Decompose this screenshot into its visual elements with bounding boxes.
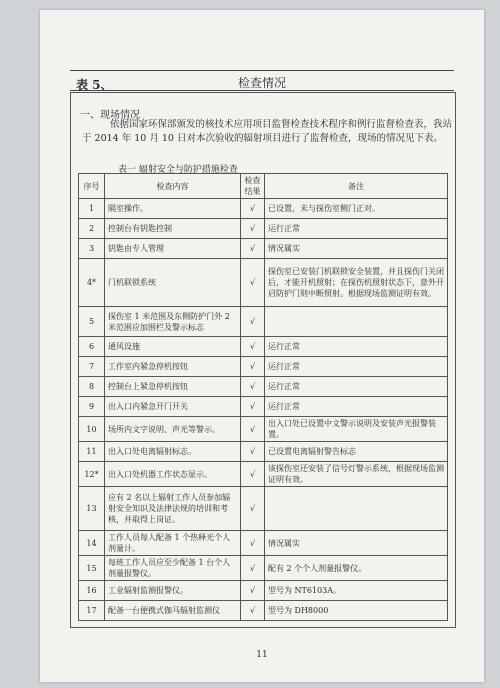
row-item: 隔室操作。 xyxy=(105,199,241,219)
table-row xyxy=(79,377,448,397)
inspection-table xyxy=(78,173,448,621)
row-number: 14 xyxy=(79,531,105,556)
row-note: 该探伤室还安装了信号灯警示系统，根据现场监测证明有效。 xyxy=(265,462,448,487)
row-note: 配有 2 个个人剂量报警仪。 xyxy=(265,556,448,581)
row-number: 17 xyxy=(79,601,105,621)
row-number: 13 xyxy=(79,487,105,531)
table-row xyxy=(79,357,448,377)
header-no: 序号 xyxy=(79,174,105,199)
row-result: √ xyxy=(241,307,265,337)
row-result: √ xyxy=(241,417,265,442)
row-item: 工作人员每人配备 1 个热释光个人剂量计。 xyxy=(105,531,241,556)
row-note: 情况属实 xyxy=(265,531,448,556)
row-result: √ xyxy=(241,397,265,417)
document-page xyxy=(40,10,484,682)
row-note: 运行正常 xyxy=(265,397,448,417)
table-row xyxy=(79,219,448,239)
row-item: 探伤室 1 米范围及东侧防护门外 2 米范围应加围栏及警示标志 xyxy=(105,307,241,337)
header-rule xyxy=(70,90,454,91)
row-number: 16 xyxy=(79,581,105,601)
row-result: √ xyxy=(241,462,265,487)
row-number: 4* xyxy=(79,259,105,307)
table-row xyxy=(79,259,448,307)
row-number: 1 xyxy=(79,199,105,219)
table-row xyxy=(79,487,448,531)
header-item: 检查内容 xyxy=(105,174,241,199)
table-row xyxy=(79,417,448,442)
row-result: √ xyxy=(241,357,265,377)
row-number: 5 xyxy=(79,307,105,337)
row-result: √ xyxy=(241,337,265,357)
page-number: 11 xyxy=(256,650,268,660)
row-item: 工作室内紧急停机按钮 xyxy=(105,357,241,377)
page-title: 检查情况 xyxy=(237,76,286,90)
row-number: 10 xyxy=(79,417,105,442)
row-note: 运行正常 xyxy=(265,377,448,397)
row-note: 已设置，未与探伤室侧门正对。 xyxy=(265,199,448,219)
row-note xyxy=(265,307,448,337)
row-number: 11 xyxy=(79,442,105,462)
row-number: 6 xyxy=(79,337,105,357)
row-note: 情况属实 xyxy=(265,239,448,259)
row-note: 出入口处已设置中文警示说明及安装声光报警装置。 xyxy=(265,417,448,442)
row-result: √ xyxy=(241,199,265,219)
row-item: 通风设施 xyxy=(105,337,241,357)
table-row xyxy=(79,199,448,219)
table-row xyxy=(79,442,448,462)
table-row xyxy=(79,581,448,601)
row-item: 场所内文字说明、声光等警示。 xyxy=(105,417,241,442)
row-note xyxy=(265,487,448,531)
top-rule xyxy=(70,70,454,71)
row-result: √ xyxy=(241,442,265,462)
row-item: 钥匙由专人管理 xyxy=(105,239,241,259)
row-number: 15 xyxy=(79,556,105,581)
section-paragraph: 依据国家环保部颁发的核技术应用项目监督检查技术程序和例行监督检查表，我站于 2014 年 10 月 10 日对本次验收的辐射项目进行了监督检查，现场的情况见下表。 xyxy=(82,119,453,144)
row-number: 7 xyxy=(79,357,105,377)
row-note: 运行正常 xyxy=(265,219,448,239)
table-caption: 表一 辐射安全与防护措施检查 xyxy=(118,165,238,175)
row-result: √ xyxy=(241,556,265,581)
row-result: √ xyxy=(241,601,265,621)
table-row xyxy=(79,601,448,621)
table-row xyxy=(79,397,448,417)
row-result: √ xyxy=(241,531,265,556)
table-row xyxy=(79,462,448,487)
row-result: √ xyxy=(241,581,265,601)
row-number: 12* xyxy=(79,462,105,487)
table-label: 表 5、 xyxy=(76,78,113,92)
row-result: √ xyxy=(241,259,265,307)
row-number: 3 xyxy=(79,239,105,259)
row-item: 门机联锁系统 xyxy=(105,259,241,307)
row-number: 2 xyxy=(79,219,105,239)
table-row xyxy=(79,239,448,259)
row-item: 每班工作人员应至少配备 1 台个人剂量报警仪。 xyxy=(105,556,241,581)
table-row xyxy=(79,556,448,581)
row-item: 配备一台便携式伽马辐射监测仪 xyxy=(105,601,241,621)
row-note: 型号为 DH8000 xyxy=(265,601,448,621)
row-result: √ xyxy=(241,487,265,531)
row-result: √ xyxy=(241,219,265,239)
row-note: 型号为 NT6103A。 xyxy=(265,581,448,601)
row-number: 8 xyxy=(79,377,105,397)
row-note: 已设置电离辐射警告标志 xyxy=(265,442,448,462)
row-item: 应有 2 名以上辐射工作人员参加辐射安全知识及法律法规的培训和考核，并取得上岗证。 xyxy=(105,487,241,531)
header-note: 备注 xyxy=(265,174,448,199)
table-row xyxy=(79,307,448,337)
row-note: 运行正常 xyxy=(265,357,448,377)
table-row xyxy=(79,337,448,357)
row-note: 运行正常 xyxy=(265,337,448,357)
section-heading: 一、现场情况 xyxy=(80,110,140,121)
table-row xyxy=(79,531,448,556)
row-item: 出入口处机器工作状态显示。 xyxy=(105,462,241,487)
row-number: 9 xyxy=(79,397,105,417)
row-item: 出入口内紧急开门开关 xyxy=(105,397,241,417)
row-note: 探伤室已安装门机联锁安全装置，并且探伤门关闭后，才能开机照射；在探伤机照射状态下，意外开启防护门则中断照射。根据现场监测证明有效。 xyxy=(265,259,448,307)
row-result: √ xyxy=(241,377,265,397)
row-result: √ xyxy=(241,239,265,259)
row-item: 出入口处电离辐射标志。 xyxy=(105,442,241,462)
header-result: 检查结果 xyxy=(241,174,265,199)
row-item: 控制台有钥匙控制 xyxy=(105,219,241,239)
row-item: 工业辐射监测报警仪。 xyxy=(105,581,241,601)
row-item: 控制台上紧急停机按钮 xyxy=(105,377,241,397)
